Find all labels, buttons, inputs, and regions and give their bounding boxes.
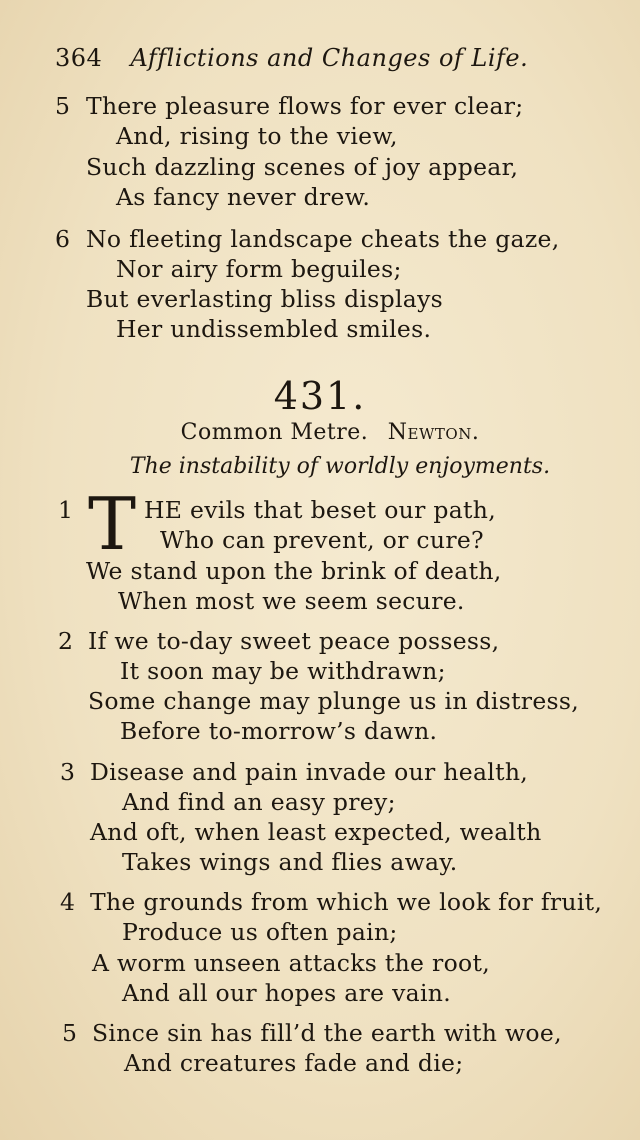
verse-line: It soon may be withdrawn;: [120, 657, 446, 685]
verse-number: 4: [60, 888, 75, 916]
verse-line: Nor airy form beguiles;: [116, 255, 402, 283]
verse-line: But everlasting bliss displays: [86, 285, 444, 313]
hymn-meter-line: [0, 420, 640, 445]
verse-line: We stand upon the brink of death,: [86, 557, 502, 585]
hymn-subject: The instability of worldly enjoyments.: [129, 454, 551, 479]
verse-line: And all our hopes are vain.: [122, 979, 452, 1007]
verse-line: And oft, when least expected, wealth: [90, 818, 542, 846]
verse-line: Some change may plunge us in distress,: [88, 687, 580, 715]
running-title: Afflictions and Changes of Life.: [130, 44, 529, 72]
verse-line: Since sin has fill’d the earth with woe,: [92, 1019, 562, 1047]
verse-line: When most we seem secure.: [118, 587, 465, 615]
verse-number: 5: [55, 92, 70, 120]
verse-line: If we to-day sweet peace possess,: [88, 627, 500, 655]
verse-line: Such dazzling scenes of joy appear,: [86, 153, 519, 181]
verse-line: Her undissembled smiles.: [116, 315, 432, 343]
verse-line: Disease and pain invade our health,: [90, 758, 529, 786]
page-header: [55, 44, 528, 72]
verse-number: 2: [58, 627, 73, 655]
verse-number: 6: [55, 225, 70, 253]
page-number: 364: [55, 44, 103, 72]
verse-line: And find an easy prey;: [122, 788, 396, 816]
hymn-tune: Newton.: [387, 420, 480, 445]
verse-number: 5: [62, 1019, 77, 1047]
verse-line: Before to-morrow’s dawn.: [120, 717, 438, 745]
verse-line: There pleasure flows for ever clear;: [86, 92, 524, 120]
verse-line: Takes wings and flies away.: [122, 848, 458, 876]
verse-line: Produce us often pain;: [122, 918, 398, 946]
verse-line: And, rising to the view,: [116, 122, 398, 150]
verse-number: 1: [58, 496, 73, 524]
verse-line: And creatures fade and die;: [124, 1049, 464, 1077]
verse-number: 3: [60, 758, 75, 786]
verse-line: HE evils that beset our path,: [144, 496, 496, 524]
verse-line: A worm unseen attacks the root,: [92, 949, 490, 977]
verse-line: No fleeting landscape cheats the gaze,: [86, 225, 560, 253]
hymn-number: 431.: [273, 374, 367, 418]
hymn-meter: Common Metre.: [180, 420, 369, 445]
bleed-through-shadow: [590, 80, 640, 980]
drop-cap: T: [88, 482, 137, 566]
verse-line: The grounds from which we look for fruit,: [90, 888, 603, 916]
verse-line: Who can prevent, or cure?: [160, 526, 484, 554]
verse-line: As fancy never drew.: [116, 183, 371, 211]
